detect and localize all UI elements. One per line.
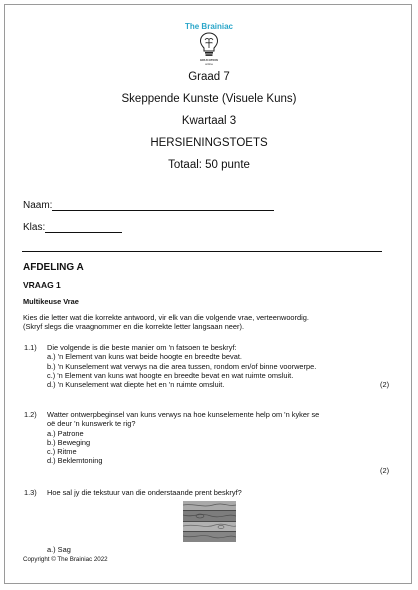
- question-marks: (2): [380, 466, 390, 475]
- question-heading: VRAAG 1: [23, 280, 61, 290]
- class-field[interactable]: [23, 222, 122, 233]
- question-number: 1.2): [24, 410, 37, 419]
- name-label: Naam:: [23, 200, 53, 211]
- option: a.) Patrone: [47, 428, 84, 438]
- option: a.) Sag: [47, 545, 71, 554]
- option: c.) 'n Element van kuns wat hoogte en breedte bevat en wat ruimte omsluit.: [47, 370, 294, 380]
- question-marks: (2): [380, 380, 390, 389]
- name-field[interactable]: [23, 200, 274, 211]
- option: a.) 'n Element van kuns wat beide hoogte en breedte bevat.: [47, 352, 242, 362]
- question-prompt: Die volgende is die beste manier om 'n fatsoen te beskryf:: [47, 343, 237, 352]
- subheading: Multikeuse Vrae: [23, 297, 79, 306]
- grade-title: Graad 7: [188, 71, 230, 83]
- option: d.) Beklemtoning: [47, 456, 103, 466]
- question-prompt-cont: oë deur 'n kunswerk te rig?: [47, 419, 136, 429]
- instructions-line1: Kies die letter wat die korrekte antwoord, vir elk van die volgende vrae, verteenwoordig.: [23, 313, 309, 322]
- question-prompt: Watter ontwerpbeginsel van kuns verwys na hoe kunselemente help om 'n kyker se: [47, 410, 320, 419]
- name-line[interactable]: [52, 200, 274, 211]
- question-number: 1.1): [24, 343, 37, 352]
- copyright: Copyright © The Brainiac 2022: [23, 556, 108, 563]
- total-title: Totaal: 50 punte: [168, 159, 250, 171]
- instructions: [23, 313, 393, 332]
- question-1-1: [47, 343, 392, 389]
- class-line[interactable]: [45, 222, 122, 233]
- instructions-line2: (Skryf slegs die vraagnommer en die korrekte letter langsaan neer).: [23, 322, 245, 332]
- logo-caption-line2: online: [204, 62, 213, 66]
- question-1-3-prompt: Hoe sal jy die tekstuur van die onderstaande prent beskryf?: [47, 488, 242, 497]
- class-label: Klas:: [23, 222, 46, 233]
- subject-title: Skeppende Kunste (Visuele Kuns): [121, 93, 297, 105]
- logo-caption-line1: EDUCATION: [200, 58, 218, 62]
- test-title: HERSIENINGSTOETS: [150, 137, 268, 149]
- option: c.) Ritme: [47, 447, 77, 457]
- section-divider: [22, 251, 382, 252]
- section-heading: AFDELING A: [23, 262, 84, 273]
- option: b.) Beweging: [47, 437, 91, 447]
- option: b.) 'n Kunselement wat verwys na die area tussen, rondom en/of binne voorwerpe.: [47, 361, 317, 371]
- wood-texture-image: [183, 501, 236, 542]
- logo-caption: [0, 58, 418, 66]
- question-1-2: [47, 410, 392, 466]
- term-title: Kwartaal 3: [181, 115, 237, 127]
- question-number: 1.3): [24, 488, 37, 497]
- brand-name: The Brainiac: [184, 22, 233, 31]
- option: d.) 'n Kunselement wat diepte het en 'n ruimte omsluit.: [47, 380, 225, 390]
